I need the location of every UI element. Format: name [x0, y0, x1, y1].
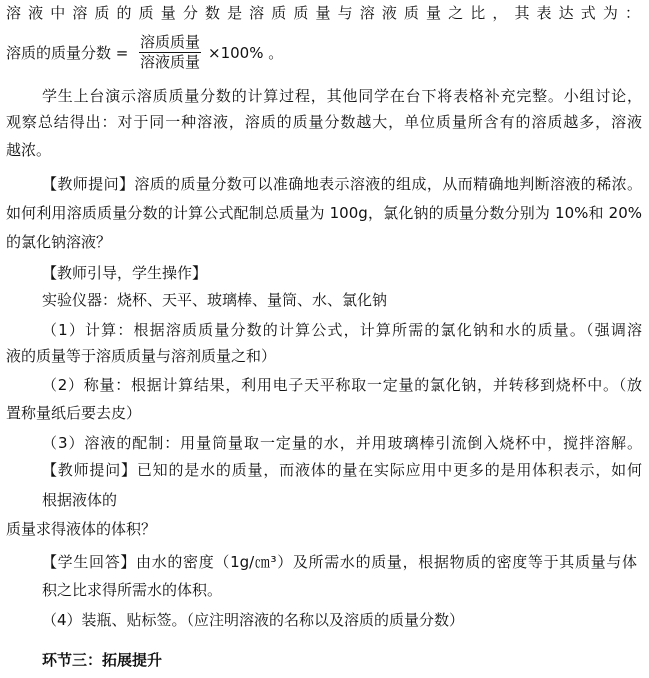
teacher-question-1-line-2: 如何利用溶质质量分数的计算公式配制总质量为 100g，氯化钠的质量分数分别为 10%和 20%: [6, 204, 642, 222]
student-answer-line-1: 【学生回答】由水的密度（1g/㎝³）及所需水的质量，根据物质的密度等于其质量与体: [42, 553, 637, 571]
demo-paragraph-line-1: 学生上台演示溶质质量分数的计算过程，其他同学在台下将表格补充完整。小组讨论，: [42, 87, 642, 105]
step-2-line-1: （2）称量：根据计算结果，利用电子天平称取一定量的氯化钠，并转移到烧杯中。（放: [42, 376, 642, 394]
formula-fraction: [139, 33, 201, 72]
formula-numerator: 溶质质量: [140, 33, 201, 51]
demo-paragraph-line-2: 观察总结得出：对于同一种溶液，溶质的质量分数越大，单位质量所含有的溶质越多，溶液: [6, 113, 642, 131]
step-3-line: （3）溶液的配制：用量筒量取一定量的水，并用玻璃棒引流倒入烧杯中，搅拌溶解。: [42, 434, 642, 452]
step-1-line-1: （1）计算：根据溶质质量分数的计算公式，计算所需的氯化钠和水的质量。（强调溶: [42, 321, 642, 339]
student-answer-line-2: 积之比求得所需水的体积。: [42, 581, 223, 599]
step-1-line-2: 液的质量等于溶质质量与溶剂质量之和）: [6, 347, 277, 365]
step-4-line: （4）装瓶、贴标签。（应注明溶液的名称以及溶质的质量分数）: [42, 611, 465, 629]
teacher-question-2-line-1: 【教师提问】已知的是水的质量，而液体的量在实际应用中更多的是用体积表示，如何: [42, 461, 642, 479]
intro-line: 溶液中溶质的质量分数是溶质质量与溶液质量之比，其表达式为：: [6, 4, 642, 22]
teacher-question-2-line-3: 质量求得液体的体积？: [6, 520, 157, 538]
formula-rhs: ×100% 。: [208, 44, 284, 62]
teacher-question-2-line-2: 根据液体的: [42, 491, 118, 509]
section-title: 环节三：拓展提升: [42, 651, 163, 669]
guide-heading: 【教师引导，学生操作】: [42, 264, 208, 282]
instruments-line: 实验仪器：烧杯、天平、玻璃棒、量筒、水、氯化钠: [42, 291, 388, 309]
step-2-line-2: 置称量纸后要去皮）: [6, 404, 142, 422]
formula-lhs: 溶质的质量分数 =: [6, 44, 129, 62]
teacher-question-1-line-3: 的氯化钠溶液？: [6, 233, 112, 251]
teacher-question-1-line-1: 【教师提问】溶质的质量分数可以准确地表示溶液的组成，从而精确地判断溶液的稀浓。: [42, 175, 642, 193]
formula-denominator: 溶液质量: [140, 53, 201, 71]
demo-paragraph-line-3: 越浓。: [6, 141, 52, 159]
